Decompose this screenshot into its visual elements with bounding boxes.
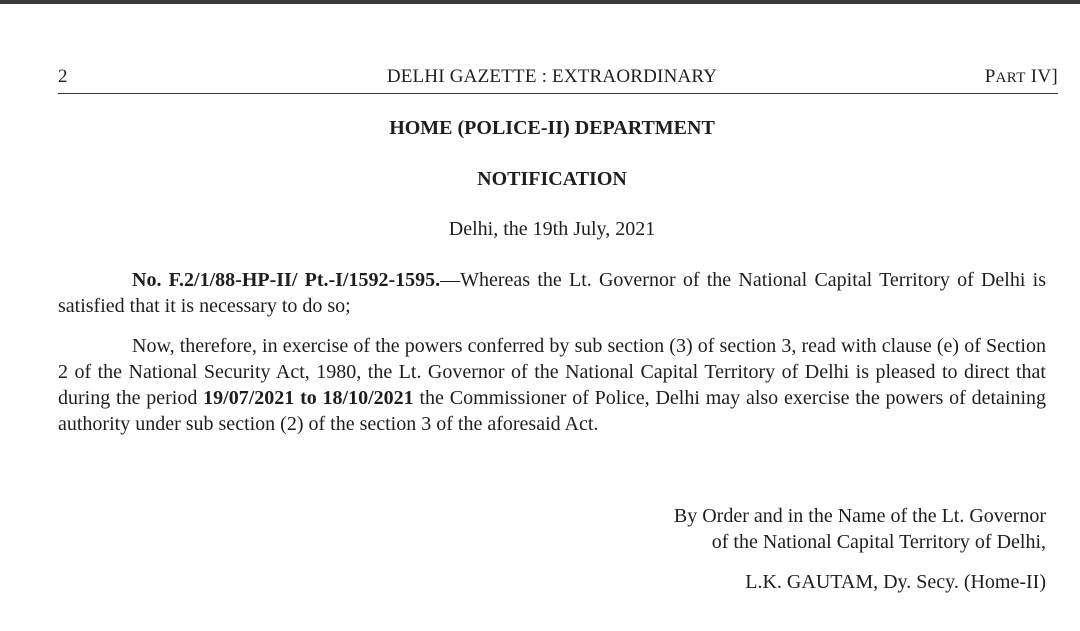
paragraph-whereas — [58, 267, 1046, 319]
reference-number: No. F.2/1/88-HP-II/ Pt.-I/1592-1595. — [132, 269, 441, 291]
order-period: 19/07/2021 to 18/10/2021 — [203, 387, 414, 409]
paragraph-order — [58, 333, 1046, 437]
paragraph-order-text-before: Now, therefore, in exercise of the powers conferred by sub section (3) of section 3, read with clause (e) of Section 2 of the National Security Act, 1980, the Lt. Governor of the National Capital Territory of Delhi is pleased to direct that during the period — [58, 335, 1046, 409]
screenshot-top-edge — [0, 0, 1080, 4]
part-label-initial: P — [984, 66, 996, 87]
part-number: IV] — [1025, 66, 1058, 87]
part-label-rest: ART — [995, 70, 1026, 86]
signatory-name: L.K. GAUTAM, Dy. Secy. (Home-II) — [745, 571, 1046, 593]
page-number: 2 — [58, 66, 68, 87]
paragraph-whereas-text: —Whereas the Lt. Governor of the National Capital Territory of Delhi is satisfied that it is necessary to do so; — [58, 269, 1046, 317]
gazette-header — [58, 66, 1058, 94]
part-label — [985, 66, 1058, 88]
signature-line-1: By Order and in the Name of the Lt. Governor — [673, 505, 1046, 527]
date-line: Delhi, the 19th July, 2021 — [448, 218, 656, 240]
notification-heading: NOTIFICATION — [477, 168, 627, 190]
signature-line-2: of the National Capital Territory of Delhi, — [711, 531, 1046, 553]
department-heading: HOME (POLICE-II) DEPARTMENT — [389, 117, 715, 139]
header-rule — [58, 93, 1058, 94]
paragraph-order-text-after: the Commissioner of Police, Delhi may also exercise the powers of detaining authority under sub section (2) of the section 3 of the aforesaid Act. — [58, 387, 1046, 435]
gazette-title: DELHI GAZETTE : EXTRAORDINARY — [386, 66, 718, 87]
